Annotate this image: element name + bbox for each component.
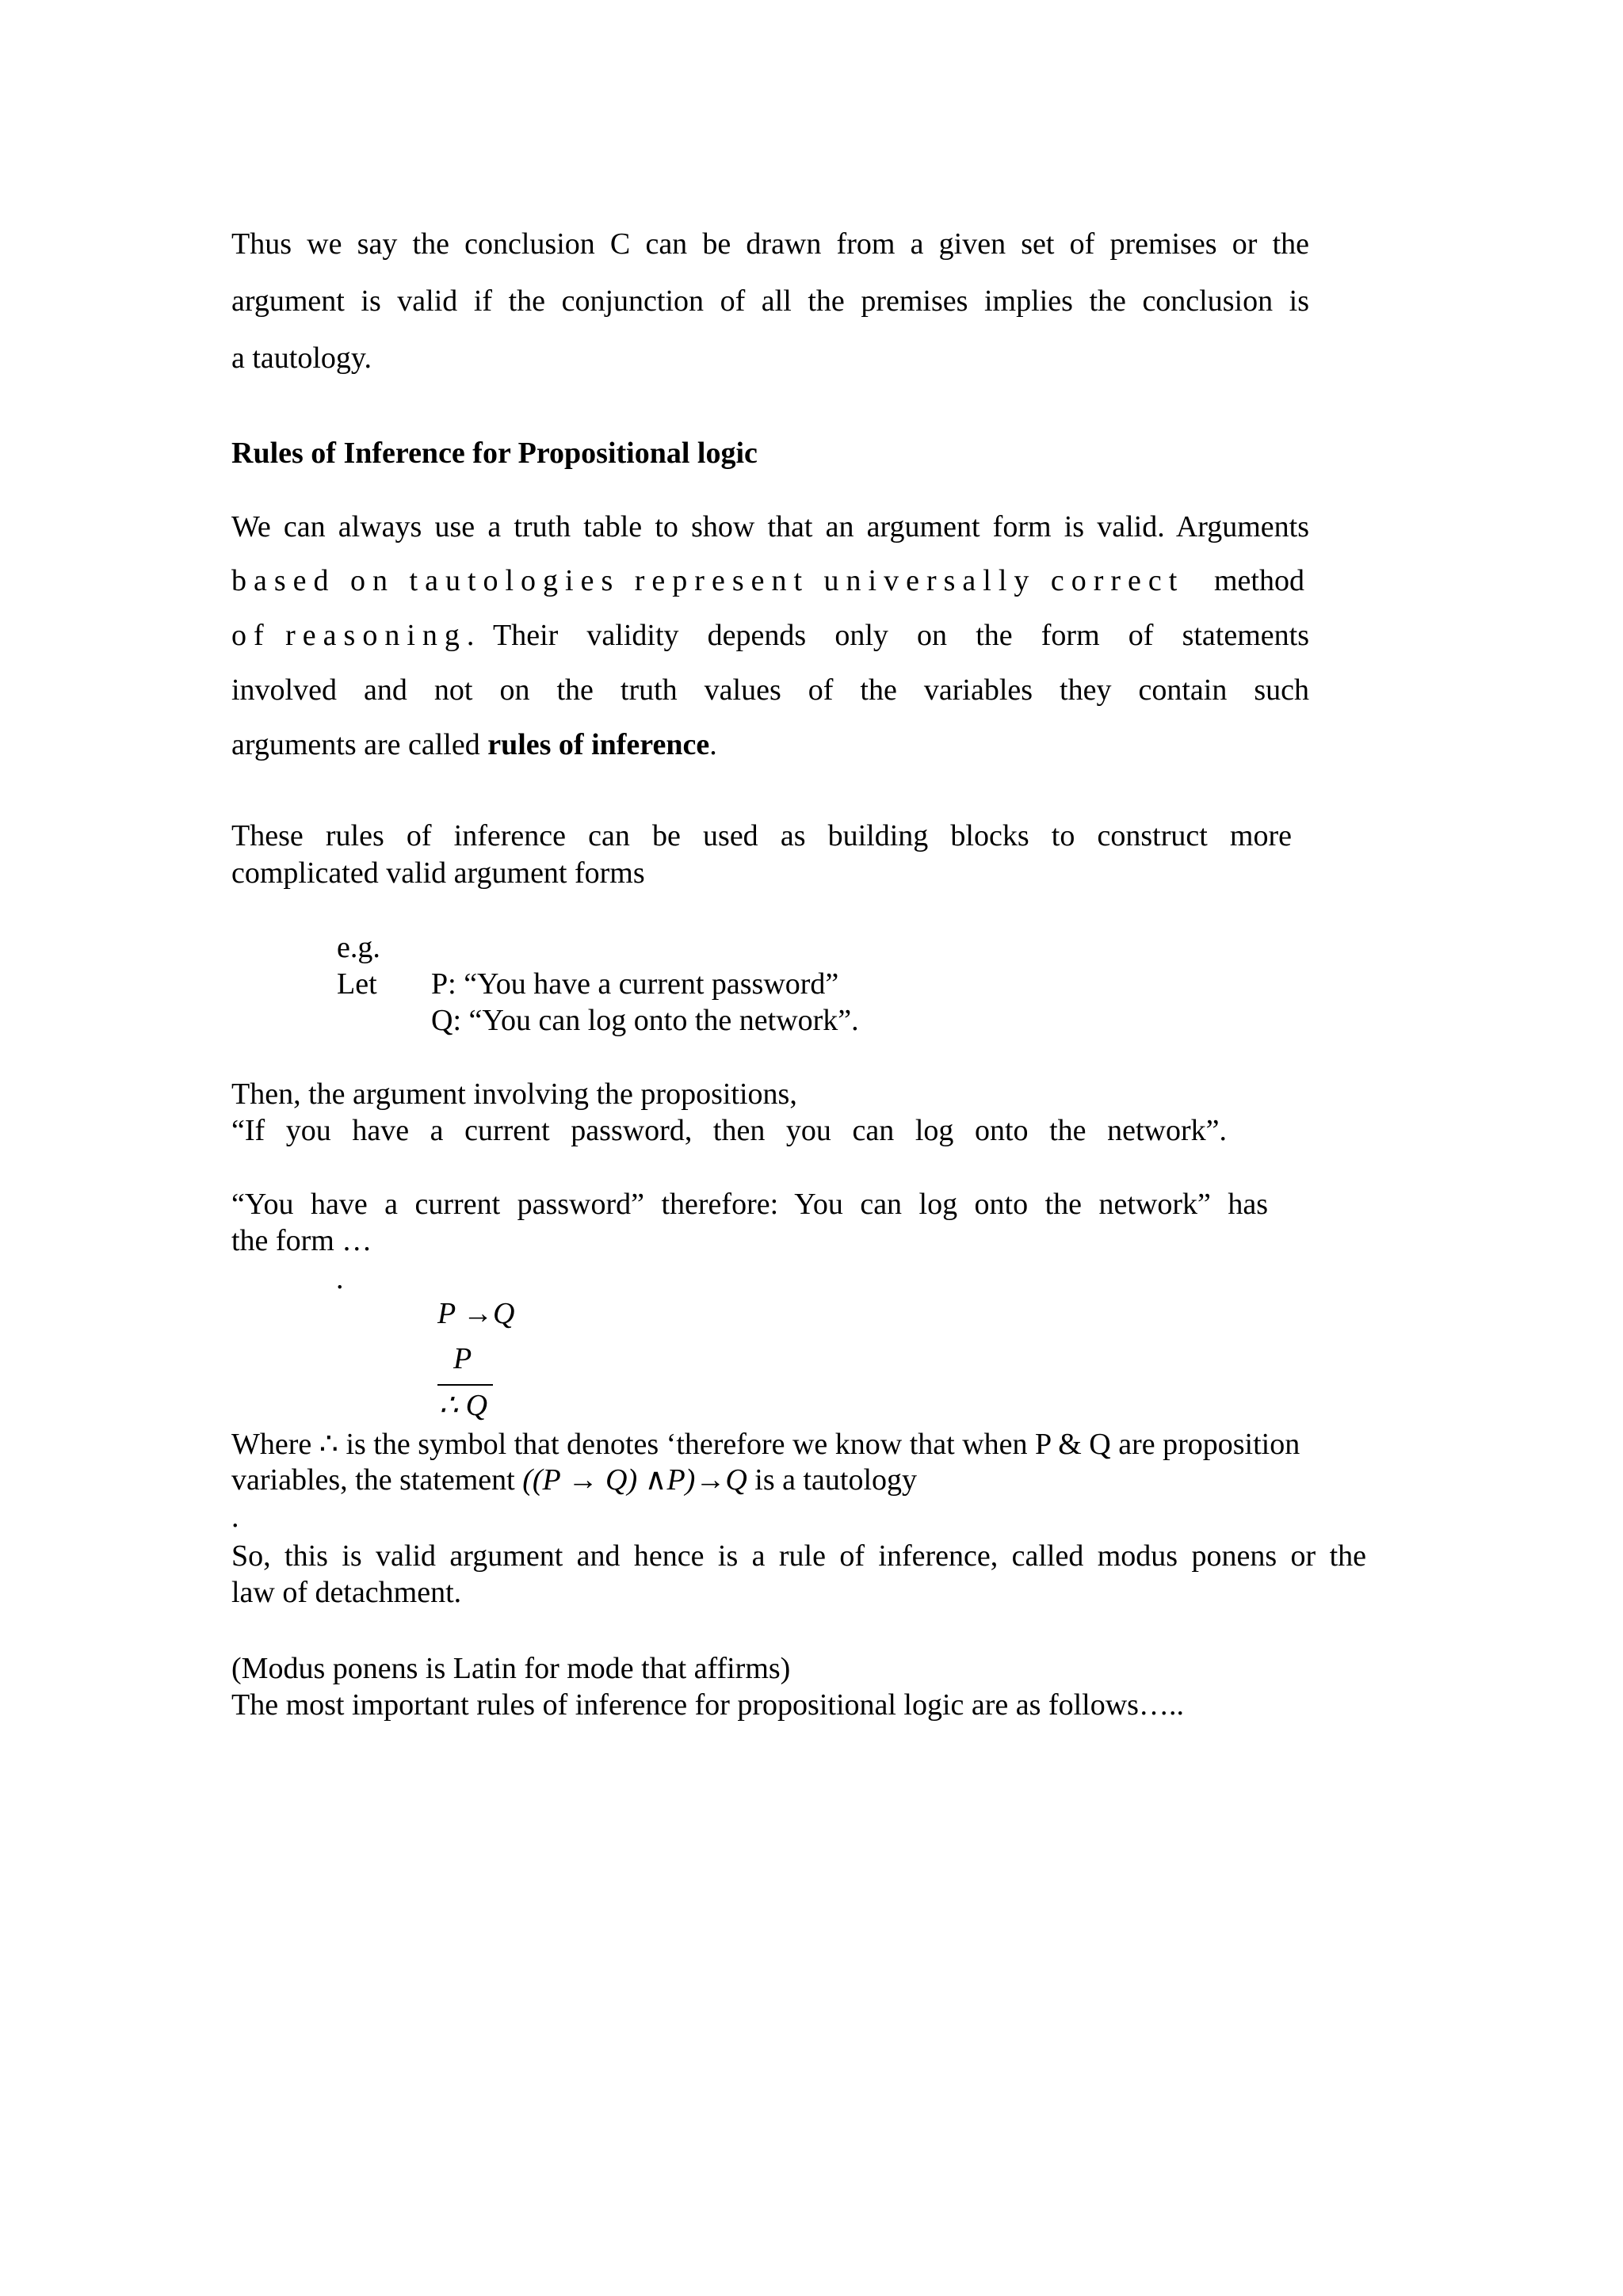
paragraph-6-line-2-rest: is a tautology (747, 1463, 918, 1497)
rules-of-inference-term: rules of inference (487, 728, 710, 761)
example-let-label: Let (337, 967, 377, 1001)
paragraph-7-line-1: So, this is valid argument and hence is a rule of inference, called modus ponens or the (231, 1539, 1366, 1573)
paragraph-2-line-2 (231, 563, 1304, 600)
premise-1-formula: P →Q (437, 1297, 515, 1330)
paragraph-2-line-2-tail: method (1214, 564, 1304, 597)
paragraph-2-line-5 (231, 727, 717, 764)
argument-separator-line (437, 1384, 493, 1386)
example-eg-label: e.g. (337, 931, 380, 964)
paragraph-6-line-1 (231, 1427, 1300, 1463)
premise-2-formula: P (453, 1342, 472, 1375)
paragraph-1-line-2: argument is valid if the conjunction of all the premises implies the conclusion is (231, 284, 1309, 318)
paragraph-2-line-3-spaced: of reasoning. (231, 619, 482, 652)
paragraph-6-line-1-rest: is the symbol that denotes ‘therefore we know that when P & Q are proposition (338, 1428, 1300, 1461)
paragraph-2-line-3 (231, 618, 1309, 654)
paragraph-3-line-2: complicated valid argument forms (231, 856, 645, 890)
modus-ponens-formula: ((P → Q) ∧P)→Q (522, 1463, 747, 1497)
paragraph-2-line-5-post: . (709, 728, 717, 761)
paragraph-4-line-1: Then, the argument involving the propositions, (231, 1077, 797, 1111)
paragraph-5-line-1: “You have a current password” therefore: You can log onto the network” has (231, 1188, 1268, 1221)
paragraph-2-line-3-tail: Their validity depends only on the form of statements (493, 619, 1309, 652)
conclusion-formula: ∴ Q (439, 1389, 488, 1422)
paragraph-2-line-1: We can always use a truth table to show that an argument form is valid. Arguments (231, 510, 1309, 543)
paragraph-6-dot: . (231, 1501, 239, 1534)
paragraph-8-line-1: (Modus ponens is Latin for mode that affirms) (231, 1652, 791, 1685)
example-q-definition: Q: “You can log onto the network”. (431, 1004, 859, 1037)
paragraph-6-line-2-start: variables, the statement (231, 1463, 523, 1497)
paragraph-8-line-2: The most important rules of inference for propositional logic are as follows….. (231, 1688, 1184, 1722)
example-p-definition: P: “You have a current password” (431, 967, 839, 1001)
paragraph-2-line-5-pre: arguments are called (231, 728, 488, 761)
paragraph-4-line-2: “If you have a current password, then you can log onto the network”. (231, 1114, 1227, 1147)
paragraph-7-line-2: law of detachment. (231, 1576, 462, 1609)
paragraph-1-line-1: Thus we say the conclusion C can be drawn from a given set of premises or the (231, 227, 1309, 261)
paragraph-5-dot: . (336, 1262, 344, 1295)
paragraph-2-line-2-spaced: based on tautologies represent universally correct (231, 564, 1185, 597)
paragraph-6-line-2 (231, 1463, 917, 1499)
paragraph-3-line-1: These rules of inference can be used as building blocks to construct more (231, 819, 1292, 852)
paragraph-2-line-4: involved and not on the truth values of the variables they contain such (231, 673, 1309, 707)
therefore-symbol: ∴ (319, 1428, 338, 1461)
paragraph-5-line-2: the form … (231, 1224, 372, 1257)
section-heading: Rules of Inference for Propositional logic (231, 437, 758, 470)
paragraph-6-line-1-start: Where (231, 1428, 319, 1461)
paragraph-1-line-3: a tautology. (231, 341, 372, 375)
